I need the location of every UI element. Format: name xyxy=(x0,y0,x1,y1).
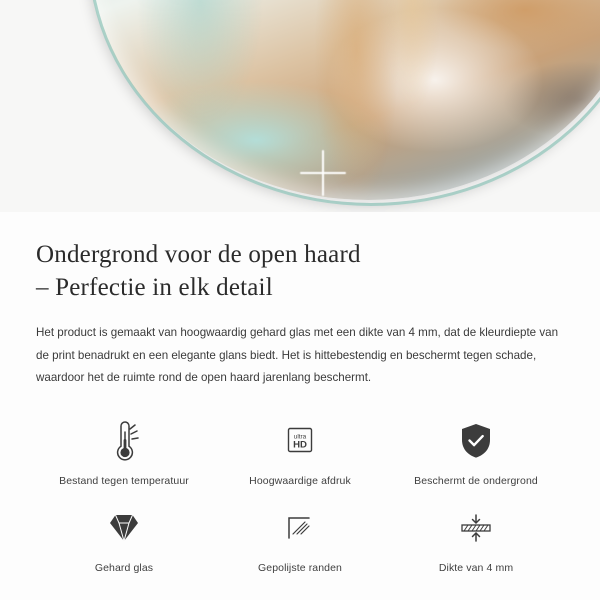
shield-check-icon xyxy=(454,416,498,466)
headline-line-1: Ondergrond voor de open haard xyxy=(36,241,361,268)
hero-image xyxy=(0,0,600,212)
feature-label: Bestand tegen temperatuur xyxy=(59,474,189,487)
feature-item-tempered-glass xyxy=(36,503,212,574)
thermometer-icon xyxy=(102,416,146,466)
page-title xyxy=(36,238,564,304)
feature-item-print-quality xyxy=(212,416,388,487)
content-section xyxy=(0,212,600,574)
feature-label: Gehard glas xyxy=(94,561,154,574)
thickness-4mm-icon xyxy=(454,503,498,553)
feature-label: Beschermt de ondergrond xyxy=(414,474,538,487)
ultra-hd-icon xyxy=(278,416,322,466)
feature-item-thickness xyxy=(388,503,564,574)
feature-item-surface-protection xyxy=(388,416,564,487)
hd-text: HD xyxy=(293,439,307,451)
feature-grid xyxy=(36,416,564,574)
feature-item-temperature xyxy=(36,416,212,487)
feature-label: Dikte van 4 mm xyxy=(438,561,514,574)
ultra-text: ultra xyxy=(293,433,307,441)
diamond-icon xyxy=(102,503,146,553)
headline-line-2: – Perfectie in elk detail xyxy=(36,274,273,301)
feature-item-polished-edges xyxy=(212,503,388,574)
feature-label: Gepolijste randen xyxy=(257,561,342,574)
glass-edge-highlight xyxy=(88,0,600,206)
feature-label: Hoogwaardige afdruk xyxy=(249,474,351,487)
polished-edges-icon xyxy=(278,503,322,553)
body-paragraph: Het product is gemaakt van hoogwaardig gehard glas met een dikte van 4 mm, dat de kleurdiepte van de print benadrukt en een elegante glans biedt. Het is hittebestendig en beschermt tegen schade, waardoor het de ruimte rond de open haard jarenlang beschermt. xyxy=(36,326,559,385)
